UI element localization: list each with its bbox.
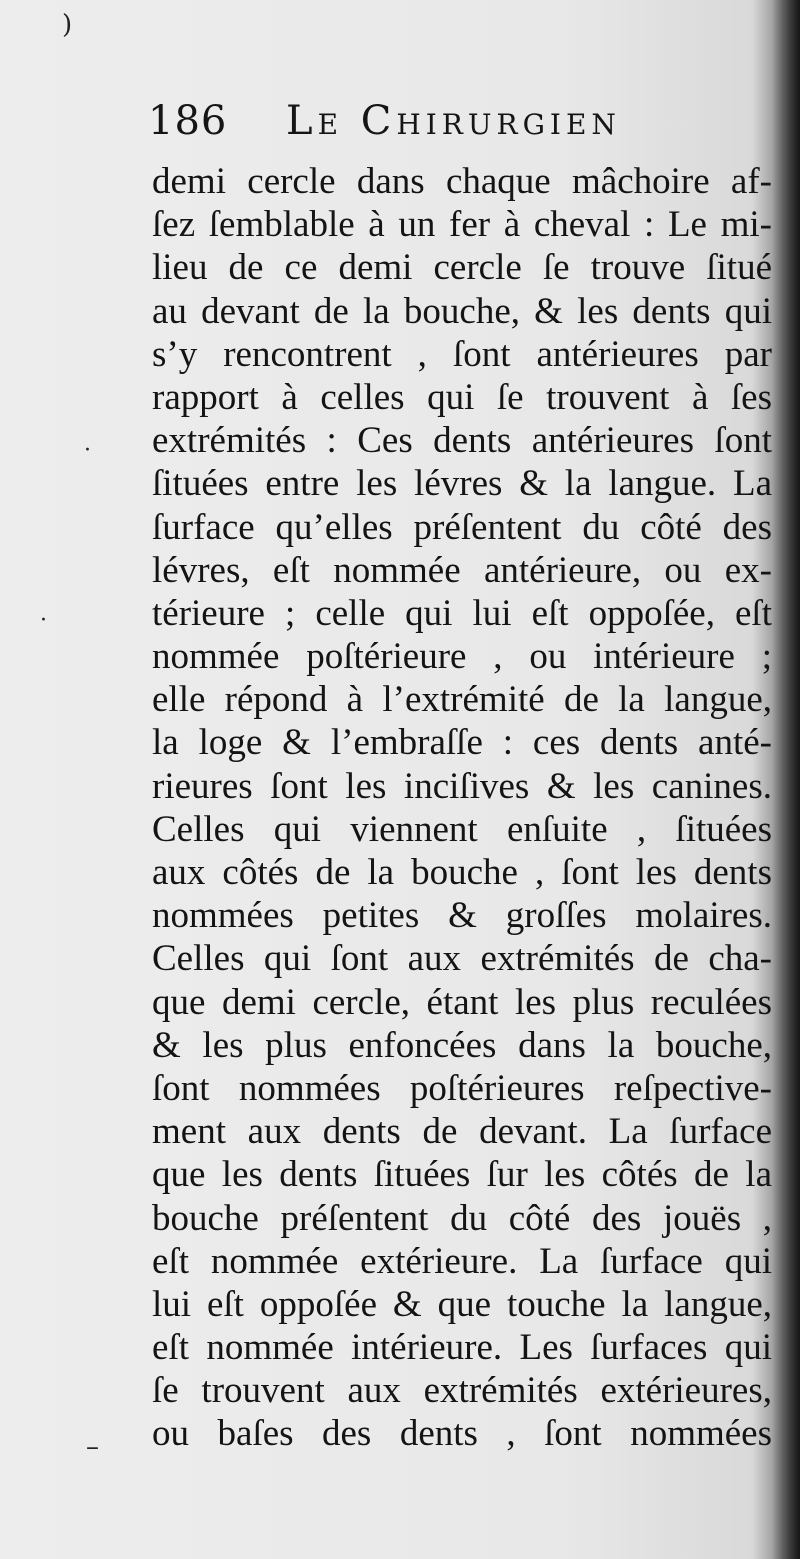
text-line: ſez ſemblable à un fer à cheval : Le mi-	[152, 204, 772, 246]
text-line: eſt nommée intérieure. Les ſurfaces qui	[152, 1327, 772, 1369]
text-line: lui eſt oppoſée & que touche la langue,	[152, 1283, 772, 1325]
text-line: rapport à celles qui ſe trouvent à ſes	[152, 376, 772, 418]
text-line: bouche préſentent du côté des jouës ,	[152, 1197, 772, 1239]
page-number: 186	[148, 98, 228, 144]
text-line: nommées petites & groſſes molaires.	[152, 895, 772, 937]
text-line: s’y rencontrent , ſont antérieures par	[152, 333, 772, 375]
margin-mark: ·	[40, 608, 47, 633]
margin-mark: ·	[84, 438, 91, 463]
text-line: ſurface qu’elles préſentent du côté des	[152, 506, 772, 548]
text-line: que demi cercle, étant les plus reculées	[152, 981, 772, 1023]
margin-mark: )	[62, 10, 73, 40]
text-line: eſt nommée extérieure. La ſurface qui	[152, 1240, 772, 1282]
text-line: Celles qui ſont aux extrémités de cha-	[152, 938, 772, 980]
text-line: elle répond à l’extrémité de la langue,	[152, 679, 772, 721]
text-line: ſituées entre les lévres & la langue. La	[152, 463, 772, 505]
text-line: la loge & l’embraſſe : ces dents anté-	[152, 722, 772, 764]
text-line: au devant de la bouche, & les dents qui	[152, 290, 772, 332]
page-header	[148, 98, 768, 158]
body-text	[152, 160, 772, 1456]
text-line: que les dents ſituées ſur les côtés de la	[152, 1154, 772, 1196]
text-line: ou baſes des dents , ſont nommées	[152, 1413, 772, 1455]
text-line: Celles qui viennent enſuite , ſituées	[152, 808, 772, 850]
page-gutter-shadow	[772, 0, 800, 1559]
text-line: extrémités : Ces dents antérieures ſont	[152, 420, 772, 462]
text-line: demi cercle dans chaque mâchoire af-	[152, 161, 772, 202]
text-line: ſe trouvent aux extrémités extérieures,	[152, 1370, 772, 1412]
text-line: lieu de ce demi cercle ſe trouve ſitué	[152, 247, 772, 289]
margin-mark: –	[86, 1432, 99, 1462]
text-line: rieures ſont les inciſives & les canines.	[152, 765, 772, 807]
text-line: aux côtés de la bouche , ſont les dents	[152, 852, 772, 893]
running-title: Le Chirurgien	[286, 98, 621, 144]
text-line: nommée poſtérieure , ou intérieure ;	[152, 636, 772, 678]
text-line: térieure ; celle qui lui eſt oppoſée, eſt	[152, 592, 772, 634]
text-line: ment aux dents de devant. La ſurface	[152, 1111, 772, 1153]
text-line: & les plus enfoncées dans la bouche,	[152, 1024, 772, 1066]
text-line: lévres, eſt nommée antérieure, ou ex-	[152, 549, 772, 591]
text-line: ſont nommées poſtérieures reſpective-	[152, 1067, 772, 1109]
